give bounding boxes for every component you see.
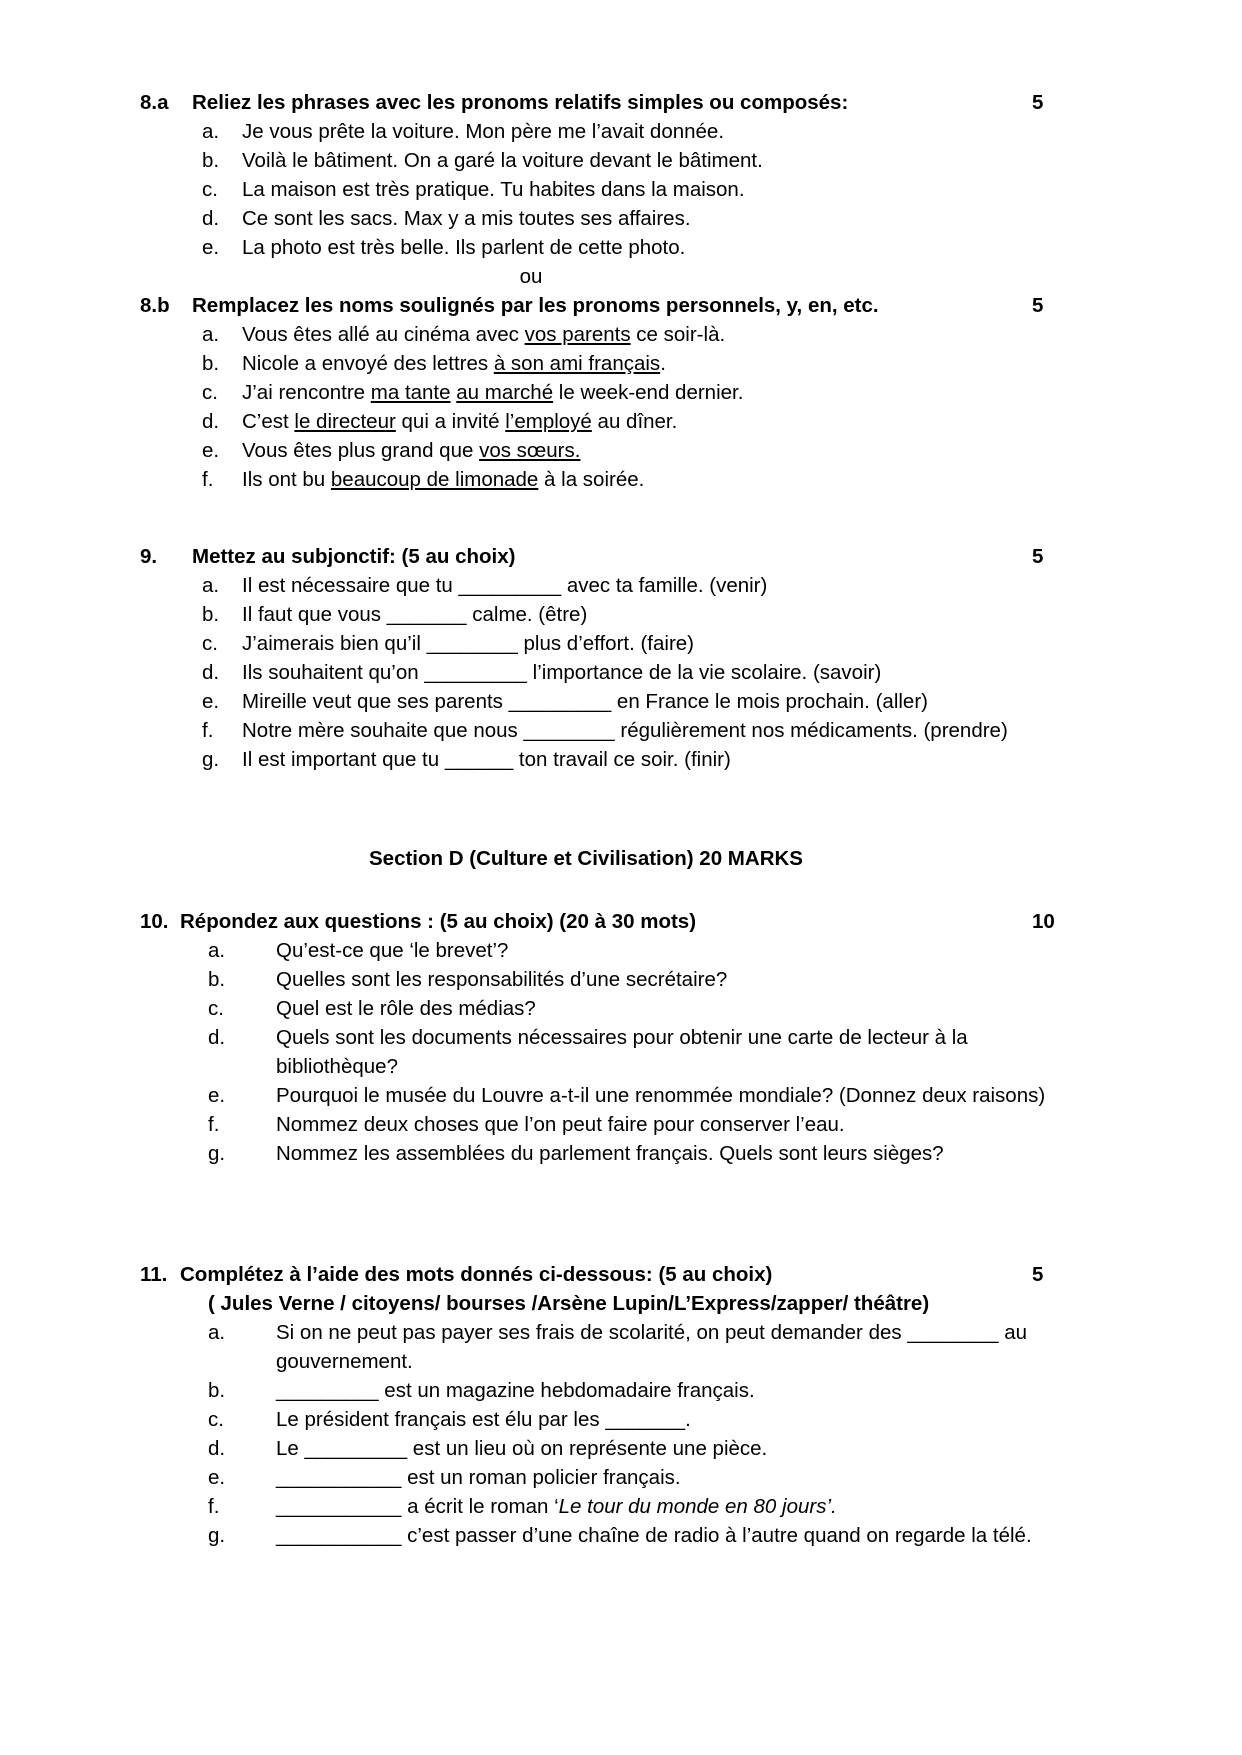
item-text-pre: J’ai rencontre [242, 381, 371, 404]
list-item [140, 965, 1092, 994]
item-text: Quelles sont les responsabilités d’une secrétaire? [276, 968, 728, 991]
question-9-number: 9. [140, 545, 158, 568]
item-text-pre: C’est [242, 410, 295, 433]
item-letter: e. [202, 236, 220, 259]
item-text: Ils souhaitent qu’on _________ l’importance de la vie scolaire. (savoir) [242, 661, 882, 684]
alternative-divider: ou [519, 265, 543, 288]
item-text-pre: Vous êtes plus grand que [242, 439, 480, 462]
question-10-number: 10. [140, 910, 169, 933]
list-item [140, 1492, 1092, 1521]
item-text: ___________ est un roman policier français. [276, 1466, 681, 1489]
item-text-post: ce soir-là. [630, 323, 726, 346]
question-8b-heading [140, 291, 1092, 320]
item-letter: g. [208, 1524, 226, 1547]
item-text-post: au dîner. [591, 410, 678, 433]
list-item [140, 1405, 1092, 1434]
item-text: Quel est le rôle des médias? [276, 997, 536, 1020]
item-text: Il faut que vous _______ calme. (être) [242, 603, 588, 626]
item-underlined-noun: à son ami français [493, 352, 661, 375]
item-letter: d. [202, 410, 220, 433]
question-11-word-bank: ( Jules Verne / citoyens/ bourses /Arsène Lupin/L’Express/zapper/ théâtre) [208, 1292, 930, 1315]
item-text: La maison est très pratique. Tu habites dans la maison. [242, 178, 745, 201]
question-11-heading [140, 1260, 1092, 1289]
item-text: ___________ c’est passer d’une chaîne de radio à l’autre quand on regarde la télé. [276, 1524, 1032, 1547]
list-item [140, 1521, 1092, 1550]
item-text-italic-title: Le tour du monde en 80 jours’. [558, 1495, 837, 1518]
item-text: Qu’est-ce que ‘le brevet’? [276, 939, 509, 962]
section-d-heading: Section D (Culture et Civilisation) 20 MARKS [369, 847, 803, 870]
list-item [140, 233, 1092, 262]
item-letter: a. [208, 939, 226, 962]
item-text [242, 349, 1092, 378]
question-11-marks: 5 [1032, 1263, 1044, 1286]
list-item [140, 716, 1092, 745]
list-item [140, 1023, 1092, 1081]
list-item [140, 1110, 1092, 1139]
item-underlined-noun: ma tante [370, 381, 451, 404]
question-8b-title: Remplacez les noms soulignés par les pronoms personnels, y, en, etc. [192, 294, 879, 317]
list-item [140, 1463, 1092, 1492]
item-letter: c. [208, 1408, 224, 1431]
item-text: Nommez deux choses que l’on peut faire pour conserver l’eau. [276, 1113, 845, 1136]
item-letter: a. [202, 574, 220, 597]
list-item [140, 349, 1092, 378]
item-text [242, 378, 1092, 407]
item-underlined-noun: beaucoup de limonade [330, 468, 539, 491]
question-8b-marks: 5 [1032, 294, 1044, 317]
item-letter: d. [202, 207, 220, 230]
list-item [140, 1434, 1092, 1463]
item-letter: c. [202, 632, 218, 655]
question-9-heading [140, 542, 1092, 571]
item-underlined-noun-2: l’employé [505, 410, 592, 433]
item-letter: d. [208, 1026, 226, 1049]
item-text-mid: qui a invité [395, 410, 506, 433]
question-9-marks: 5 [1032, 545, 1044, 568]
item-text-post: le week-end dernier. [553, 381, 744, 404]
list-item [140, 117, 1092, 146]
question-8a-number: 8.a [140, 91, 169, 114]
item-letter: e. [208, 1084, 226, 1107]
item-letter: f. [202, 468, 214, 491]
item-text: Mireille veut que ses parents _________ en France le mois prochain. (aller) [242, 690, 928, 713]
item-letter: b. [202, 603, 220, 626]
item-text: La photo est très belle. Ils parlent de cette photo. [242, 236, 686, 259]
list-item [140, 571, 1092, 600]
item-text [242, 465, 1092, 494]
item-text: Je vous prête la voiture. Mon père me l’avait donnée. [242, 120, 725, 143]
question-8b-number: 8.b [140, 294, 170, 317]
item-letter: d. [202, 661, 220, 684]
question-10-heading [140, 907, 1092, 936]
item-letter: b. [208, 1379, 226, 1402]
item-text: Ce sont les sacs. Max y a mis toutes ses affaires. [242, 207, 691, 230]
item-letter: b. [202, 149, 220, 172]
list-item [140, 1318, 1092, 1376]
list-item [140, 146, 1092, 175]
question-8a-heading [140, 88, 1092, 117]
item-letter: e. [202, 690, 220, 713]
list-item [140, 687, 1092, 716]
item-letter: c. [202, 178, 218, 201]
item-letter: f. [208, 1495, 220, 1518]
item-text-plain: ___________ a écrit le roman ‘ [276, 1495, 559, 1518]
item-letter: a. [208, 1321, 226, 1344]
item-text-pre: Nicole a envoyé des lettres [242, 352, 494, 375]
question-10-title: Répondez aux questions : (5 au choix) (20 à 30 mots) [180, 910, 697, 933]
question-8a-marks: 5 [1032, 91, 1044, 114]
item-letter: f. [202, 719, 214, 742]
list-item [140, 745, 1092, 774]
item-text: Voilà le bâtiment. On a garé la voiture devant le bâtiment. [242, 149, 763, 172]
list-item [140, 658, 1092, 687]
question-10-marks: 10 [1032, 910, 1055, 933]
question-11-number: 11. [140, 1263, 168, 1286]
item-underlined-noun: le directeur [294, 410, 396, 433]
item-text: Quels sont les documents nécessaires pour obtenir une carte de lecteur à la bibliothèque? [276, 1026, 968, 1078]
item-letter: g. [208, 1142, 226, 1165]
item-letter: d. [208, 1437, 226, 1460]
list-item [140, 1081, 1092, 1110]
list-item [140, 175, 1092, 204]
list-item [140, 465, 1092, 494]
item-letter: a. [202, 120, 220, 143]
list-item [140, 629, 1092, 658]
item-text-post: . [660, 352, 666, 375]
item-letter: b. [208, 968, 226, 991]
item-letter: g. [202, 748, 220, 771]
list-item [140, 320, 1092, 349]
item-letter: f. [208, 1113, 220, 1136]
item-underlined-noun: vos sœurs. [479, 439, 581, 462]
list-item [140, 407, 1092, 436]
question-9-title: Mettez au subjonctif: (5 au choix) [192, 545, 516, 568]
item-text: _________ est un magazine hebdomadaire français. [276, 1379, 755, 1402]
item-text: Notre mère souhaite que nous ________ régulièrement nos médicaments. (prendre) [242, 719, 1008, 742]
item-letter: a. [202, 323, 220, 346]
question-11-title: Complétez à l’aide des mots donnés ci-dessous: (5 au choix) [180, 1263, 773, 1286]
list-item [140, 600, 1092, 629]
list-item [140, 1376, 1092, 1405]
item-letter: e. [208, 1466, 226, 1489]
item-text: Nommez les assemblées du parlement français. Quels sont leurs sièges? [276, 1142, 944, 1165]
item-text: Le _________ est un lieu où on représente une pièce. [276, 1437, 768, 1460]
item-letter: b. [202, 352, 220, 375]
item-text: Il est nécessaire que tu _________ avec ta famille. (venir) [242, 574, 768, 597]
list-item [140, 994, 1092, 1023]
item-text: Pourquoi le musée du Louvre a-t-il une renommée mondiale? (Donnez deux raisons) [276, 1084, 1046, 1107]
item-text: J’aimerais bien qu’il ________ plus d’effort. (faire) [242, 632, 695, 655]
item-text [242, 407, 1092, 436]
item-text: Il est important que tu ______ ton travail ce soir. (finir) [242, 748, 731, 771]
item-text [242, 320, 1092, 349]
item-text-post: à la soirée. [538, 468, 645, 491]
list-item [140, 1139, 1092, 1168]
item-text-pre: Ils ont bu [242, 468, 331, 491]
item-text: Si on ne peut pas payer ses frais de scolarité, on peut demander des ________ au gouvernement. [276, 1321, 1028, 1373]
item-letter: e. [202, 439, 220, 462]
list-item [140, 378, 1092, 407]
list-item [140, 936, 1092, 965]
list-item [140, 436, 1092, 465]
item-letter: c. [208, 997, 224, 1020]
item-letter: c. [202, 381, 218, 404]
list-item [140, 204, 1092, 233]
item-text-pre: Vous êtes allé au cinéma avec [242, 323, 525, 346]
item-text [276, 1492, 1092, 1521]
item-underlined-noun: vos parents [524, 323, 631, 346]
question-8a-title: Reliez les phrases avec les pronoms relatifs simples ou composés: [192, 91, 849, 114]
item-text: Le président français est élu par les _______. [276, 1408, 691, 1431]
item-text [242, 436, 1092, 465]
item-underlined-noun-2: au marché [456, 381, 554, 404]
